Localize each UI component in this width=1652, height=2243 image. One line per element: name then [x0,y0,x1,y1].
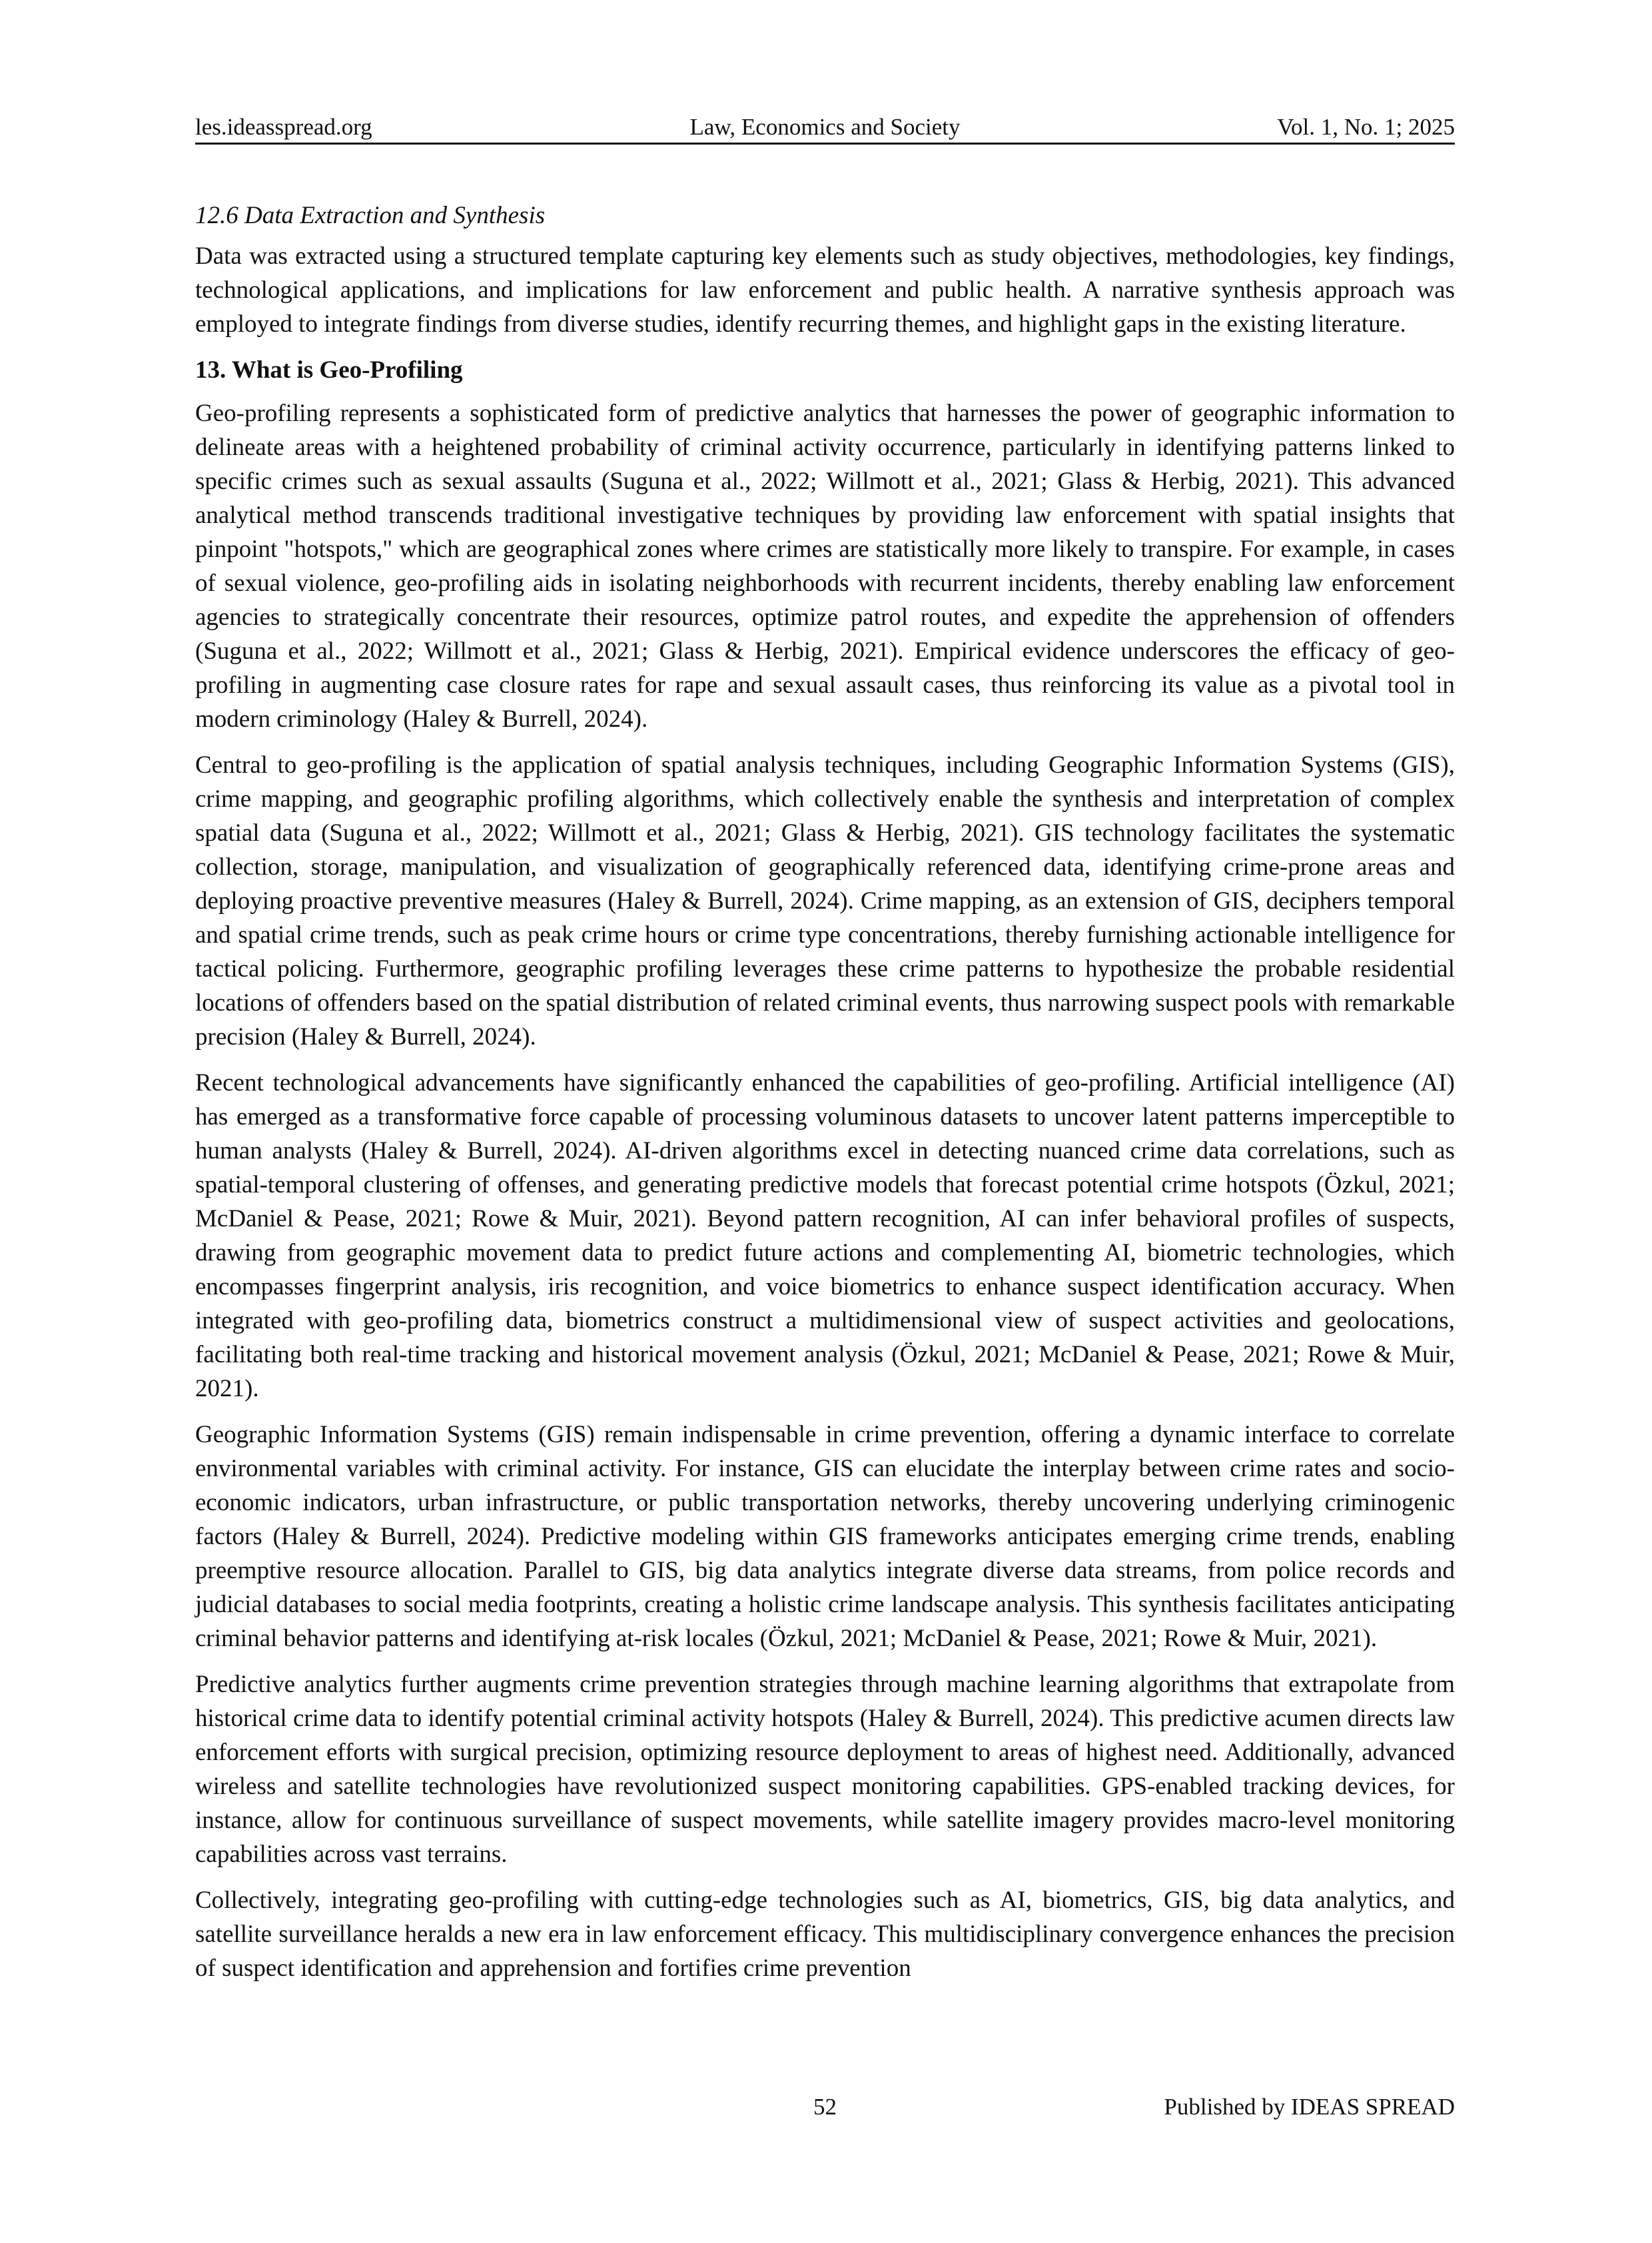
body-paragraph: Central to geo-profiling is the application of spatial analysis techniques, including Geographic Information Systems (GIS), crime mapping, and geographic profiling algorithms, which collectively enable the synthesis and interpretation of complex spatial data (Suguna et al., 2022; Willmott et al., 2021; Glass & Herbig, 2021). GIS technology facilitates the systematic collection, storage, manipulation, and visualization of geographically referenced data, identifying crime-prone areas and deploying proactive preventive measures (Haley & Burrell, 2024). Crime mapping, as an extension of GIS, deciphers temporal and spatial crime trends, such as peak crime hours or crime type concentrations, thereby furnishing actionable intelligence for tactical policing. Furthermore, geographic profiling leverages these crime patterns to hypothesize the probable residential locations of offenders based on the spatial distribution of related criminal events, thus narrowing suspect pools with remarkable precision (Haley & Burrell, 2024). [195,751,1455,1051]
body-paragraph: Geographic Information Systems (GIS) remain indispensable in crime prevention, offering a dynamic interface to correlate environmental variables with criminal activity. For instance, GIS can elucidate the interplay between crime rates and socio-economic indicators, urban infrastructure, or public transportation networks, thereby uncovering underlying criminogenic factors (Haley & Burrell, 2024). Predictive modeling within GIS frameworks anticipates emerging crime trends, enabling preemptive resource allocation. Parallel to GIS, big data analytics integrate diverse data streams, from police records and judicial databases to social media footprints, creating a holistic crime landscape analysis. This synthesis facilitates anticipating criminal behavior patterns and identifying at-risk locales (Özkul, 2021; McDaniel & Pease, 2021; Rowe & Muir, 2021). [195,1421,1455,1652]
body-paragraph: Geo-profiling represents a sophisticated form of predictive analytics that harnesses the power of geographic information to delineate areas with a heightened probability of criminal activity occurrence, particularly in identifying patterns linked to specific crimes such as sexual assaults (Suguna et al., 2022; Willmott et al., 2021; Glass & Herbig, 2021). This advanced analytical method transcends traditional investigative techniques by providing law enforcement with spatial insights that pinpoint "hotspots," which are geographical zones where crimes are statistically more likely to transpire. For example, in cases of sexual violence, geo-profiling aids in isolating neighborhoods with recurrent incidents, thereby enabling law enforcement agencies to strategically concentrate their resources, optimize patrol routes, and expedite the apprehension of offenders (Suguna et al., 2022; Willmott et al., 2021; Glass & Herbig, 2021). Empirical evidence underscores the efficacy of geo-profiling in augmenting case closure rates for rape and sexual assault cases, thus reinforcing its value as a pivotal tool in modern criminology (Haley & Burrell, 2024). [195,400,1455,733]
page-number: 52 [813,2094,837,2120]
volume-info: Vol. 1, No. 1; 2025 [1277,114,1455,140]
subsection-paragraph: Data was extracted using a structured template capturing key elements such as study objectives, methodologies, key findings, technological applications, and implications for law enforcement and public health. A narrative synthesis approach was employed to integrate findings from diverse studies, identify recurring themes, and highlight gaps in the existing literature. [195,242,1455,338]
subsection-heading: 12.6 Data Extraction and Synthesis [195,202,546,229]
running-header [195,112,1455,145]
site-url: les.ideasspread.org [195,114,372,140]
section-heading: 13. What is Geo-Profiling [195,356,463,384]
journal-name: Law, Economics and Society [689,114,961,140]
body-paragraph: Predictive analytics further augments crime prevention strategies through machine learning algorithms that extrapolate from historical crime data to identify potential criminal activity hotspots (Haley & Burrell, 2024). This predictive acumen directs law enforcement efforts with surgical precision, optimizing resource deployment to areas of highest need. Additionally, advanced wireless and satellite technologies have revolutionized suspect monitoring capabilities. GPS-enabled tracking devices, for instance, allow for continuous surveillance of suspect movements, while satellite imagery provides macro-level monitoring capabilities across vast terrains. [195,1671,1455,1868]
article-body [195,199,1455,1997]
body-paragraph: Recent technological advancements have significantly enhanced the capabilities of geo-profiling. Artificial intelligence (AI) has emerged as a transformative force capable of processing voluminous datasets to uncover latent patterns imperceptible to human analysts (Haley & Burrell, 2024). AI-driven algorithms excel in detecting nuanced crime data correlations, such as spatial-temporal clustering of offenses, and generating predictive models that forecast potential crime hotspots (Özkul, 2021; McDaniel & Pease, 2021; Rowe & Muir, 2021). Beyond pattern recognition, AI can infer behavioral profiles of suspects, drawing from geographic movement data to predict future actions and complementing AI, biometric technologies, which encompasses fingerprint analysis, iris recognition, and voice biometrics to enhance suspect identification accuracy. When integrated with geo-profiling data, biometrics construct a multidimensional view of suspect activities and geolocations, facilitating both real-time tracking and historical movement analysis (Özkul, 2021; McDaniel & Pease, 2021; Rowe & Muir, 2021). [195,1069,1455,1402]
page-footer [195,2092,1455,2122]
body-paragraph: Collectively, integrating geo-profiling with cutting-edge technologies such as AI, biometrics, GIS, big data analytics, and satellite surveillance heralds a new era in law enforcement efficacy. This multidisciplinary convergence enhances the precision of suspect identification and apprehension and fortifies crime prevention [195,1887,1455,1982]
publisher-credit: Published by IDEAS SPREAD [1164,2094,1455,2120]
